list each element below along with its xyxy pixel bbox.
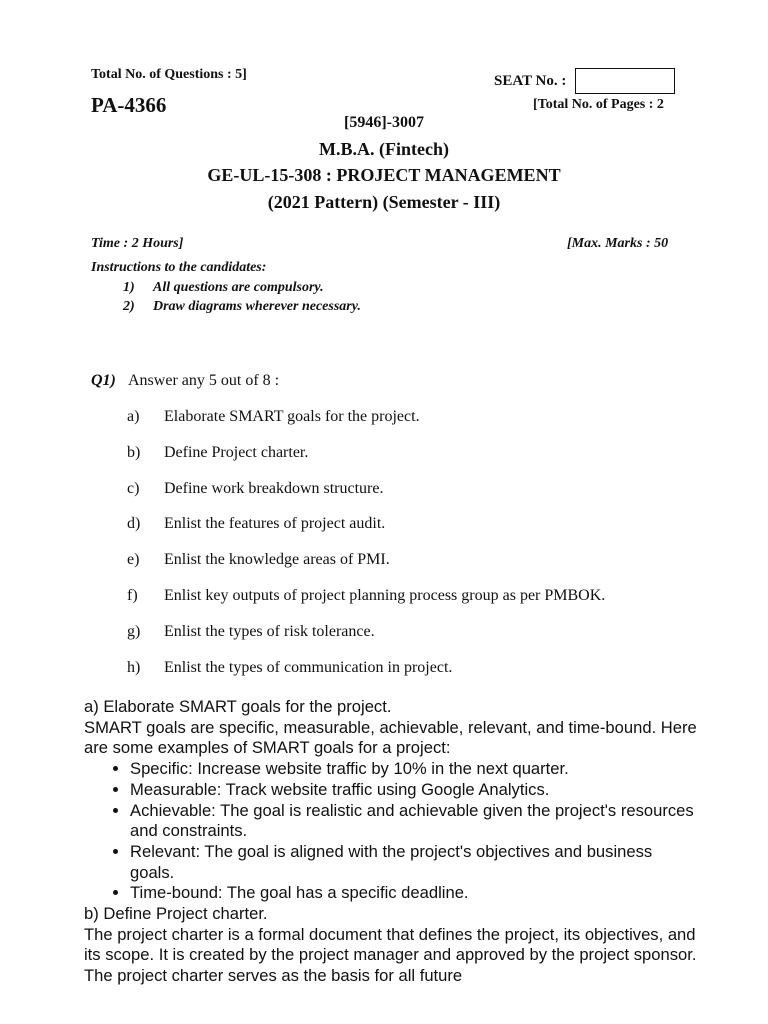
question-item-letter: e) (127, 551, 140, 568)
answer-b-heading: b) Define Project charter. (84, 904, 268, 924)
answer-b-text: The project charter is a formal document that defines the project, its objectives, and its scope. It is created by the project manager and approved by the project sponsor. The project charter serves as the basis for all future (84, 924, 697, 986)
seat-number-box (575, 68, 675, 94)
question-item-text: Enlist key outputs of project planning process group as per PMBOK. (164, 587, 606, 604)
instruction-number: 2) (123, 299, 135, 314)
question-item-text: Enlist the types of communication in project. (164, 659, 453, 676)
instruction-text: All questions are compulsory. (153, 280, 324, 295)
question-item-text: Elaborate SMART goals for the project. (164, 408, 420, 425)
question-item-letter: c) (127, 480, 140, 497)
list-item: • Time-bound: The goal has a specific deadline. (130, 883, 699, 904)
list-item: • Achievable: The goal is realistic and achievable given the project's resources and constraints. (130, 801, 699, 842)
exam-time: Time : 2 Hours] (91, 236, 184, 251)
question-item-letter: g) (127, 623, 141, 640)
total-questions: Total No. of Questions : 5] (91, 67, 247, 82)
instruction-number: 1) (123, 280, 135, 295)
question-label: Q1) (91, 372, 116, 389)
instructions-title: Instructions to the candidates: (91, 260, 267, 275)
answer-a-bullets (84, 759, 699, 904)
program-title: M.B.A. (Fintech) (319, 139, 449, 159)
pattern-title: (2021 Pattern) (Semester - III) (267, 192, 501, 212)
paper-code: PA-4366 (91, 93, 167, 117)
question-item-text: Enlist the features of project audit. (164, 515, 386, 532)
question-item-text: Enlist the knowledge areas of PMI. (164, 551, 390, 568)
question-item-text: Define work breakdown structure. (164, 480, 384, 497)
course-title: GE-UL-15-308 : PROJECT MANAGEMENT (207, 165, 561, 185)
question-item-letter: b) (127, 444, 141, 461)
max-marks: [Max. Marks : 50 (567, 236, 669, 251)
answer-a-intro: SMART goals are specific, measurable, achievable, relevant, and time-bound. Here are some examples of SMART goals for a project: (84, 717, 697, 758)
answer-section (84, 697, 699, 987)
list-item: • Measurable: Track website traffic using Google Analytics. (130, 780, 699, 801)
instruction-text: Draw diagrams wherever necessary. (153, 299, 361, 314)
question-item-text: Enlist the types of risk tolerance. (164, 623, 375, 640)
question-item-text: Define Project charter. (164, 444, 309, 461)
question-item-letter: d) (127, 515, 141, 532)
question-item-letter: f) (127, 587, 138, 604)
total-pages: [Total No. of Pages : 2 (533, 97, 664, 112)
question-item-letter: a) (127, 408, 140, 425)
list-item: • Specific: Increase website traffic by 10% in the next quarter. (130, 759, 699, 780)
answer-a-heading: a) Elaborate SMART goals for the project. (84, 697, 392, 716)
question-prompt: Answer any 5 out of 8 : (128, 372, 280, 389)
exam-code: [5946]-3007 (344, 114, 424, 131)
question-item-letter: h) (127, 659, 141, 676)
list-item: • Relevant: The goal is aligned with the project's objectives and business goals. (130, 842, 699, 883)
seat-label: SEAT No. : (494, 73, 567, 89)
